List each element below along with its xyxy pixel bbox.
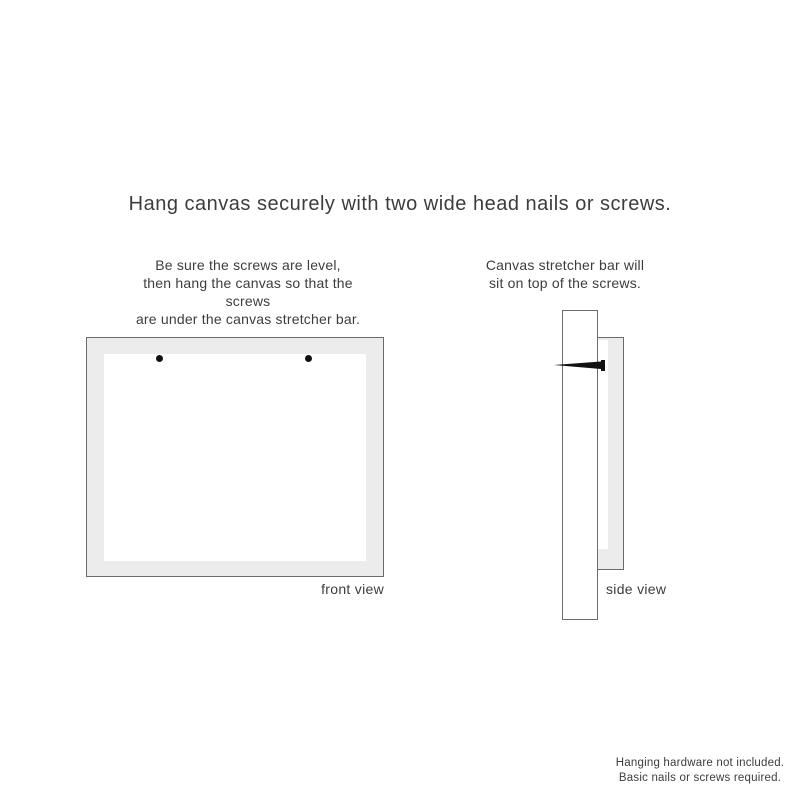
front-view-instructions [123, 256, 373, 328]
side-view-instructions [465, 256, 665, 292]
instruction-line: are under the canvas stretcher bar. [135, 311, 361, 327]
nail-icon [548, 354, 608, 374]
instruction-line: sit on top of the screws. [488, 275, 642, 291]
instruction-line: Canvas stretcher bar will [485, 257, 645, 273]
front-view-canvas-frame [86, 337, 384, 577]
instruction-line: Be sure the screws are level, [155, 257, 341, 273]
disclaimer-line: Hanging hardware not included. [615, 757, 785, 769]
page-title: Hang canvas securely with two wide head nails or screws. [128, 193, 672, 215]
disclaimer-line: Basic nails or screws required. [618, 772, 782, 784]
screw-dot-right [305, 355, 312, 362]
screw-dot-left [156, 355, 163, 362]
front-view-label: front view [321, 581, 384, 597]
instruction-line: then hang the canvas so that the screws [143, 275, 353, 309]
hardware-disclaimer [612, 756, 788, 786]
canvas-fabric-area [104, 354, 366, 561]
side-view-label: side view [606, 581, 667, 597]
